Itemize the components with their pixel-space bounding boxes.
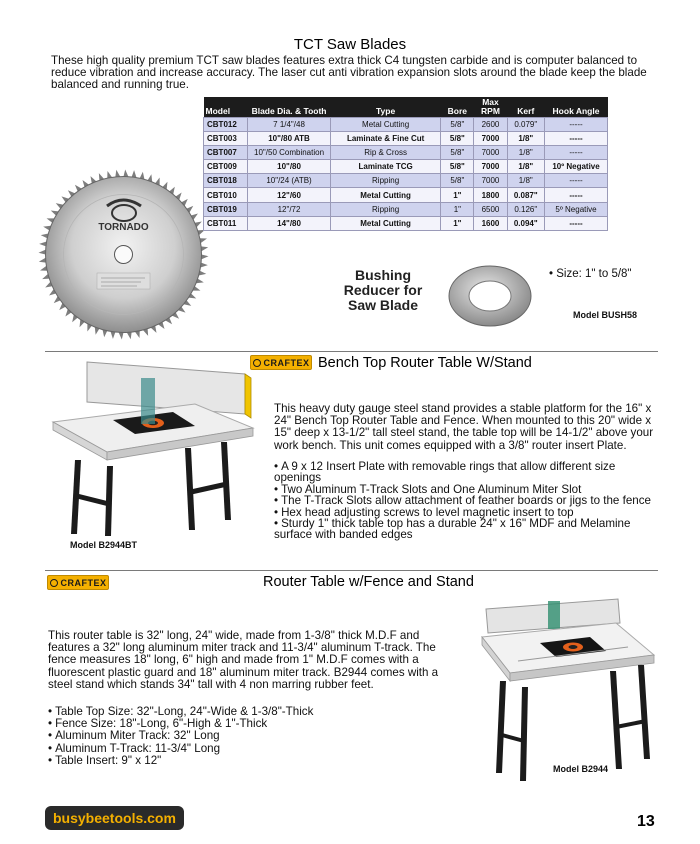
list-item: • Fence Size: 18"-Long, 6"-High & 1"-Thick <box>48 718 450 730</box>
table-cell: 10"/80 <box>248 160 331 174</box>
table-row <box>204 118 608 132</box>
router-description: This router table is 32" long, 24" wide, made from 1-3/8" thick M.D.F and features a 32" long aluminum miter track and 11-3/4" aluminum T-track. The fence measures 18" long, 6" high and made from 1" M.D.F comes with a fluorescent plastic guard and 18" aluminum miter track. B2944 comes with a steel stand which stands 34" tall with 4 non marring rubber feet. <box>48 629 439 691</box>
table-cell: 6500 <box>474 202 507 216</box>
saw-section-title: TCT Saw Blades <box>293 36 407 53</box>
table-cell: CBT018 <box>204 174 248 188</box>
blade-spec-table-wrapper <box>203 97 608 231</box>
table-row <box>204 216 608 230</box>
table-cell: 10"/24 (ATB) <box>248 174 331 188</box>
table-cell: 1" <box>441 202 474 216</box>
table-cell: 10º Negative <box>545 160 608 174</box>
saw-tooth <box>110 331 115 338</box>
saw-tooth <box>39 241 46 246</box>
col-header-bore: Bore <box>441 97 474 118</box>
section-divider <box>45 570 658 571</box>
router-model: Model B2944 <box>553 764 609 774</box>
craftex-mark-icon <box>50 579 58 587</box>
list-item: • Two Aluminum T-Track Slots and One Aluminum Miter Slot <box>274 484 654 495</box>
bushing-title-line-3: Saw Blade <box>347 297 419 313</box>
site-brand-badge[interactable]: busybeetools.com <box>45 806 184 830</box>
saw-tooth <box>115 170 120 177</box>
table-cell: 1/8" <box>507 174 545 188</box>
table-cell: Ripping <box>330 174 440 188</box>
table-cell: Metal Cutting <box>330 216 440 230</box>
router-table-image <box>478 595 658 790</box>
saw-tooth <box>200 263 207 268</box>
saw-tooth <box>124 170 129 177</box>
table-cell: CBT012 <box>204 118 248 132</box>
table-header-row <box>204 97 608 118</box>
table-cell: 5/8" <box>441 146 474 160</box>
table-row <box>204 202 608 216</box>
table-cell: 1" <box>441 188 474 202</box>
table-cell: 0.126" <box>507 202 545 216</box>
table-cell: Laminate TCG <box>330 160 440 174</box>
saw-section-heading <box>0 36 700 53</box>
saw-tooth <box>39 258 46 263</box>
list-item: • Table Insert: 9" x 12" <box>48 755 450 767</box>
col-header-model: Model <box>204 97 248 118</box>
table-cell: CBT010 <box>204 188 248 202</box>
list-item: • The T-Track Slots allow attachment of feather boards or jigs to the fence <box>274 495 654 506</box>
section-divider <box>45 351 658 352</box>
craftex-logo-text: CRAFTEX <box>60 577 107 588</box>
table-cell: ----- <box>545 146 608 160</box>
table-cell: CBT019 <box>204 202 248 216</box>
saw-tooth <box>132 170 137 177</box>
saw-tooth <box>127 332 132 339</box>
table-cell: 1600 <box>474 216 507 230</box>
bushing-title <box>328 268 438 313</box>
col-header-hook-angle: Hook Angle <box>545 97 608 118</box>
list-item: • Sturdy 1" thick table top has a durable 24" x 16" MDF and Melamine surface with banded edges <box>274 518 654 541</box>
col-header-type: Type <box>330 97 440 118</box>
list-item: • Aluminum Miter Track: 32" Long <box>48 730 450 742</box>
saw-tooth <box>119 332 124 339</box>
table-cell: 5º Negative <box>545 202 608 216</box>
table-cell: Laminate & Fine Cut <box>330 132 440 146</box>
table-cell: 12"/60 <box>248 188 331 202</box>
saw-tooth <box>201 246 208 251</box>
table-cell: Metal Cutting <box>330 118 440 132</box>
list-item: • A 9 x 12 Insert Plate with removable rings that allow different size openings <box>274 461 654 484</box>
table-cell: 5/8" <box>441 160 474 174</box>
saw-tooth <box>201 255 208 260</box>
craftex-logo <box>47 575 109 590</box>
bushing-image <box>447 264 533 328</box>
table-cell: 2600 <box>474 118 507 132</box>
list-item: • Aluminum T-Track: 11-3/4" Long <box>48 743 450 755</box>
table-cell: 5/8" <box>441 118 474 132</box>
bench-description: This heavy duty gauge steel stand provides a stable platform for the 16" x 24" Bench Top Router Table and Fence. When mounted to this 20" wide x 15" deep x 13-1/2" tall steel stand, the table top will be 14-1/2" above your work bench. This unit comes equipped with a 3/8" router insert Plate. <box>274 402 654 452</box>
col-header-max-rpm: Max RPM <box>474 97 507 118</box>
table-cell: 1/8" <box>507 146 545 160</box>
table-cell: ----- <box>545 188 608 202</box>
page-number: 13 <box>637 813 655 830</box>
blade-brand-text: TORNADO <box>98 222 149 233</box>
bushing-model: Model BUSH58 <box>573 310 638 320</box>
table-row <box>204 188 608 202</box>
table-cell: 1800 <box>474 188 507 202</box>
table-cell: 12"/72 <box>248 202 331 216</box>
bushing-size: • Size: 1" to 5/8" <box>549 268 632 280</box>
list-item: • Table Top Size: 32"-Long, 24"-Wide & 1-3/8"-Thick <box>48 706 450 718</box>
list-item: • Hex head adjusting screws to level magnetic insert to top <box>274 507 654 518</box>
bench-bullet-list <box>274 461 654 541</box>
table-cell: Metal Cutting <box>330 188 440 202</box>
table-cell: 10"/80 ATB <box>248 132 331 146</box>
table-cell: 1/8" <box>507 132 545 146</box>
table-cell: 7 1/4"/48 <box>248 118 331 132</box>
col-header-blade-dia: Blade Dia. & Tooth <box>248 97 331 118</box>
table-cell: 0.094" <box>507 216 545 230</box>
blade-spec-table <box>203 97 608 231</box>
table-cell: CBT009 <box>204 160 248 174</box>
table-cell: CBT003 <box>204 132 248 146</box>
table-cell: 5/8" <box>441 174 474 188</box>
table-row <box>204 132 608 146</box>
bench-router-table-image <box>45 356 260 536</box>
router-section-title: Router Table w/Fence and Stand <box>263 574 474 590</box>
table-cell: 7000 <box>474 146 507 160</box>
table-cell: Rip & Cross <box>330 146 440 160</box>
saw-blade-image <box>37 168 210 341</box>
bench-section-title: Bench Top Router Table W/Stand <box>318 355 532 371</box>
table-cell: CBT011 <box>204 216 248 230</box>
table-cell: ----- <box>545 216 608 230</box>
table-cell: 5/8" <box>441 132 474 146</box>
saw-tooth <box>39 250 46 255</box>
bushing-title-line-1: Bushing <box>355 267 411 283</box>
table-cell: 14"/80 <box>248 216 331 230</box>
router-bullet-list <box>48 706 450 767</box>
table-cell: ----- <box>545 118 608 132</box>
bench-model: Model B2944BT <box>70 540 138 550</box>
table-row <box>204 174 608 188</box>
craftex-logo-text: CRAFTEX <box>263 357 310 368</box>
table-cell: 7000 <box>474 174 507 188</box>
table-cell: CBT007 <box>204 146 248 160</box>
table-cell: ----- <box>545 132 608 146</box>
table-cell: 7000 <box>474 132 507 146</box>
table-row <box>204 160 608 174</box>
table-cell: 0.079" <box>507 118 545 132</box>
table-cell: 10"/50 Combination <box>248 146 331 160</box>
table-cell: 7000 <box>474 160 507 174</box>
table-cell: 0.087" <box>507 188 545 202</box>
col-header-kerf: Kerf <box>507 97 545 118</box>
table-cell: Ripping <box>330 202 440 216</box>
table-cell: 1/8" <box>507 160 545 174</box>
table-row <box>204 146 608 160</box>
bushing-title-line-2: Reducer for <box>343 282 423 298</box>
table-cell: 1" <box>441 216 474 230</box>
saw-intro-text: These high quality premium TCT saw blades features extra thick C4 tungsten carbide and is computer balanced to reduce vibration and increase accuracy. The laser cut anti vibration expansion slots around the blade keep the blade balanced and running true. <box>51 54 647 92</box>
table-cell: ----- <box>545 174 608 188</box>
